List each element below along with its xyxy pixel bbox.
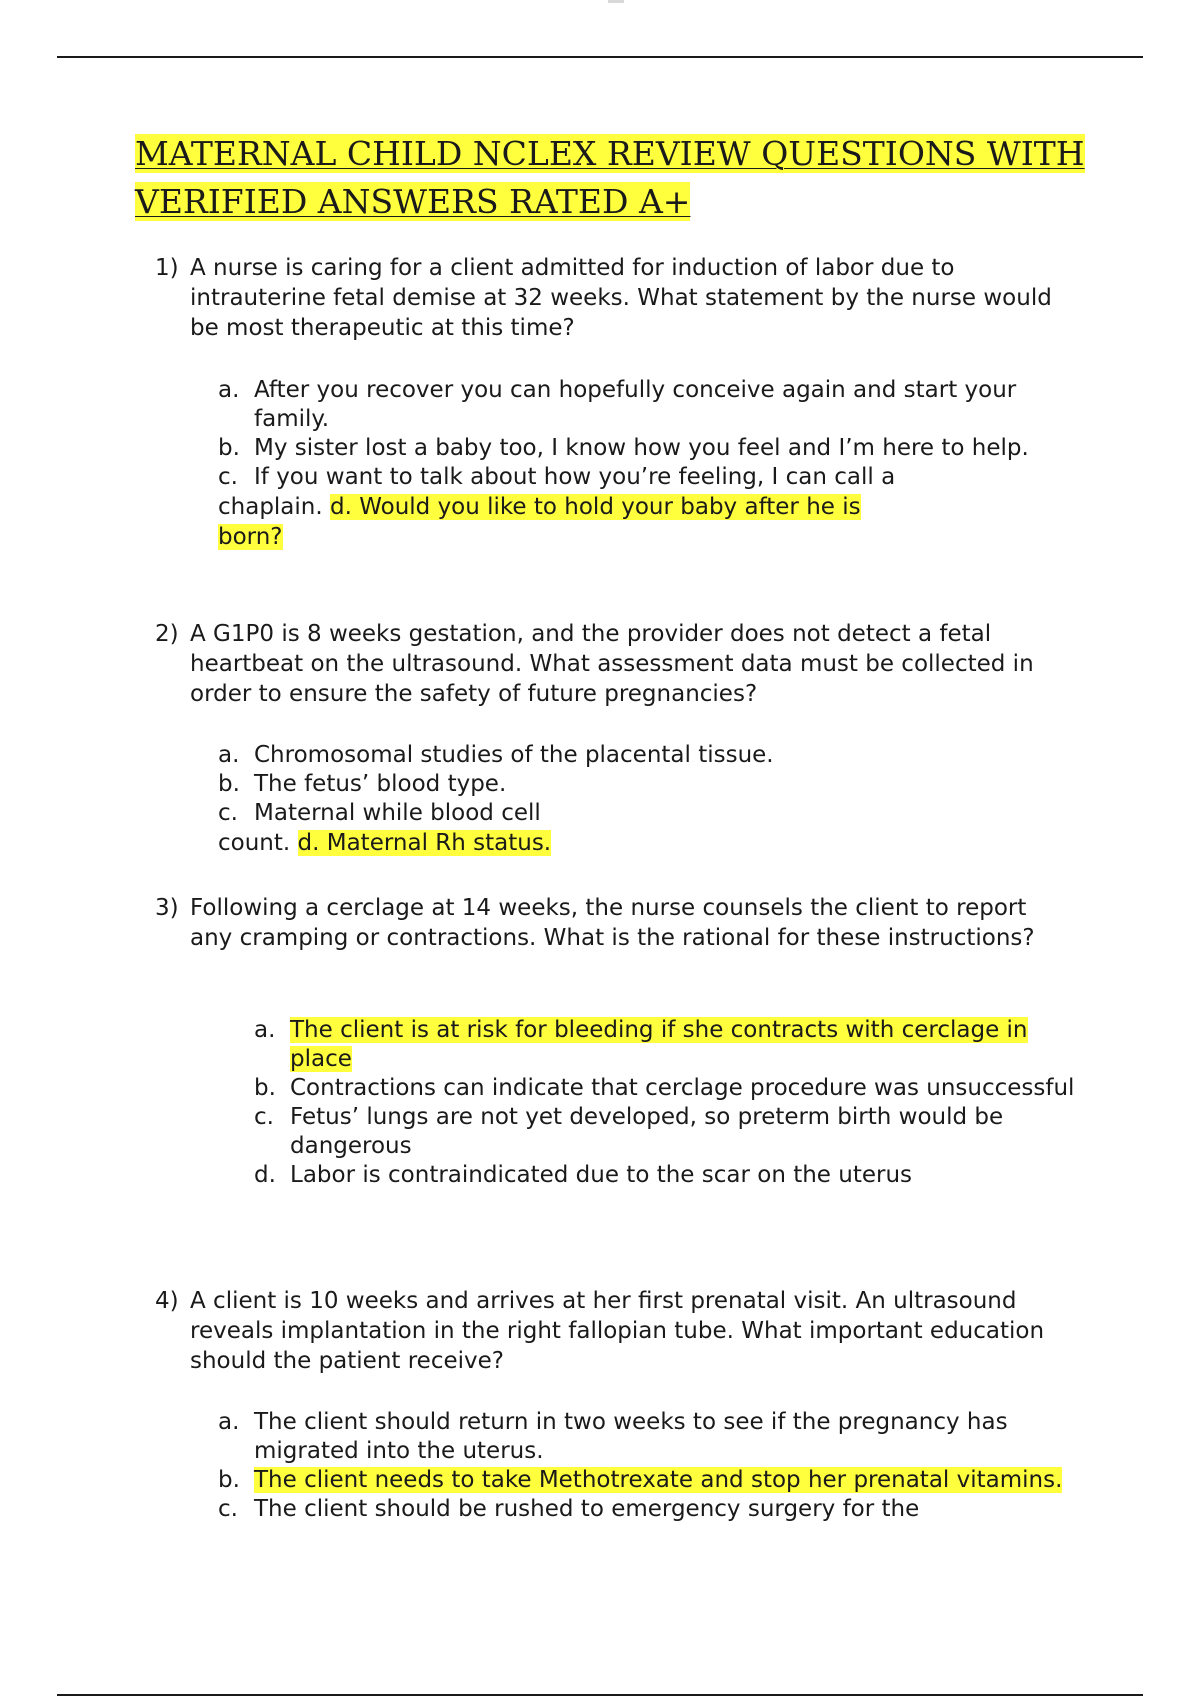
option-text: Fetus’ lungs are not yet developed, so preterm birth would be dangerous [290, 1104, 1004, 1159]
title-line-1: MATERNAL CHILD NCLEX REVIEW QUESTIONS WITH [135, 134, 1085, 173]
option-text: Labor is contraindicated due to the scar on the uterus [290, 1162, 913, 1188]
answer-option [254, 1103, 1094, 1161]
option-text: If you want to talk about how you’re feeling, I can call a [254, 464, 896, 490]
document-title [135, 130, 1095, 226]
page-top-marker [608, 0, 624, 3]
option-text: My sister lost a baby too, I know how you feel and I’m here to help. [254, 435, 1029, 461]
option-letter: c. [218, 464, 238, 490]
option-text: Chromosomal studies of the placental tissue. [254, 742, 774, 768]
question-number: 3) [155, 895, 179, 921]
option-text: count. [218, 830, 298, 856]
option-text: The client should return in two weeks to see if the pregnancy has migrated into the uterus. [254, 1409, 1008, 1464]
answer-option [218, 1408, 1098, 1466]
title-line-2: VERIFIED ANSWERS RATED A+ [135, 182, 691, 221]
question-4-options [218, 1408, 1098, 1524]
option-text: The client should be rushed to emergency surgery for the [254, 1496, 920, 1522]
question-number: 2) [155, 621, 179, 647]
correct-answer-continued: born? [218, 524, 283, 550]
option-text: Contractions can indicate that cerclage procedure was unsuccessful [290, 1075, 1075, 1101]
answer-option [218, 463, 1098, 492]
answer-option-run [218, 522, 1098, 552]
option-letter: b. [218, 435, 240, 461]
option-letter: a. [218, 742, 240, 768]
question-stem: A client is 10 weeks and arrives at her first prenatal visit. An ultrasound reveals implantation in the right fallopian tube. What important education should the patient receive? [190, 1288, 1045, 1374]
option-letter: c. [254, 1104, 274, 1130]
bottom-rule [57, 1694, 1143, 1696]
question-stem: A nurse is caring for a client admitted for induction of labor due to intrauterine fetal demise at 32 weeks. What statement by the nurse would be most therapeutic at this time? [190, 255, 1052, 341]
option-text: Maternal while blood cell [254, 800, 541, 826]
question-3-options [254, 1016, 1094, 1190]
answer-option-run [218, 828, 1098, 858]
answer-option-run [218, 492, 1098, 522]
answer-option [218, 770, 1098, 799]
question-stem: Following a cerclage at 14 weeks, the nurse counsels the client to report any cramping or contractions. What is the rational for these instructions? [190, 895, 1035, 951]
answer-option [218, 376, 1098, 434]
question-2-options [218, 741, 1098, 858]
correct-answer: The client needs to take Methotrexate and stop her prenatal vitamins. [254, 1467, 1063, 1493]
answer-option [218, 799, 1098, 828]
question-1 [155, 253, 1075, 343]
question-4 [155, 1286, 1075, 1376]
answer-option [218, 434, 1098, 463]
question-number: 1) [155, 255, 179, 281]
option-letter: b. [254, 1075, 276, 1101]
option-letter: a. [254, 1017, 276, 1043]
answer-option [254, 1016, 1094, 1074]
answer-option [218, 741, 1098, 770]
question-stem: A G1P0 is 8 weeks gestation, and the provider does not detect a fetal heartbeat on the ultrasound. What assessment data must be collected in order to ensure the safety of future pregnancies? [190, 621, 1034, 707]
question-3 [155, 893, 1075, 953]
option-letter: c. [218, 800, 238, 826]
option-letter: c. [218, 1496, 238, 1522]
question-2 [155, 619, 1075, 709]
answer-option [254, 1074, 1094, 1103]
option-letter: b. [218, 771, 240, 797]
option-letter: a. [218, 377, 240, 403]
top-rule [57, 56, 1143, 58]
answer-option [218, 1466, 1098, 1495]
answer-option [254, 1161, 1094, 1190]
option-text: After you recover you can hopefully conceive again and start your family. [254, 377, 1017, 432]
option-letter: d. [254, 1162, 276, 1188]
option-text: The fetus’ blood type. [254, 771, 507, 797]
correct-answer: The client is at risk for bleeding if she contracts with cerclage in place [290, 1017, 1028, 1072]
option-letter: a. [218, 1409, 240, 1435]
option-text: chaplain. [218, 494, 330, 520]
answer-option [218, 1495, 1098, 1524]
correct-answer: d. Maternal Rh status. [297, 830, 552, 856]
correct-answer: d. Would you like to hold your baby after he is [330, 494, 861, 520]
question-1-options [218, 376, 1098, 552]
question-number: 4) [155, 1288, 179, 1314]
option-letter: b. [218, 1467, 240, 1493]
